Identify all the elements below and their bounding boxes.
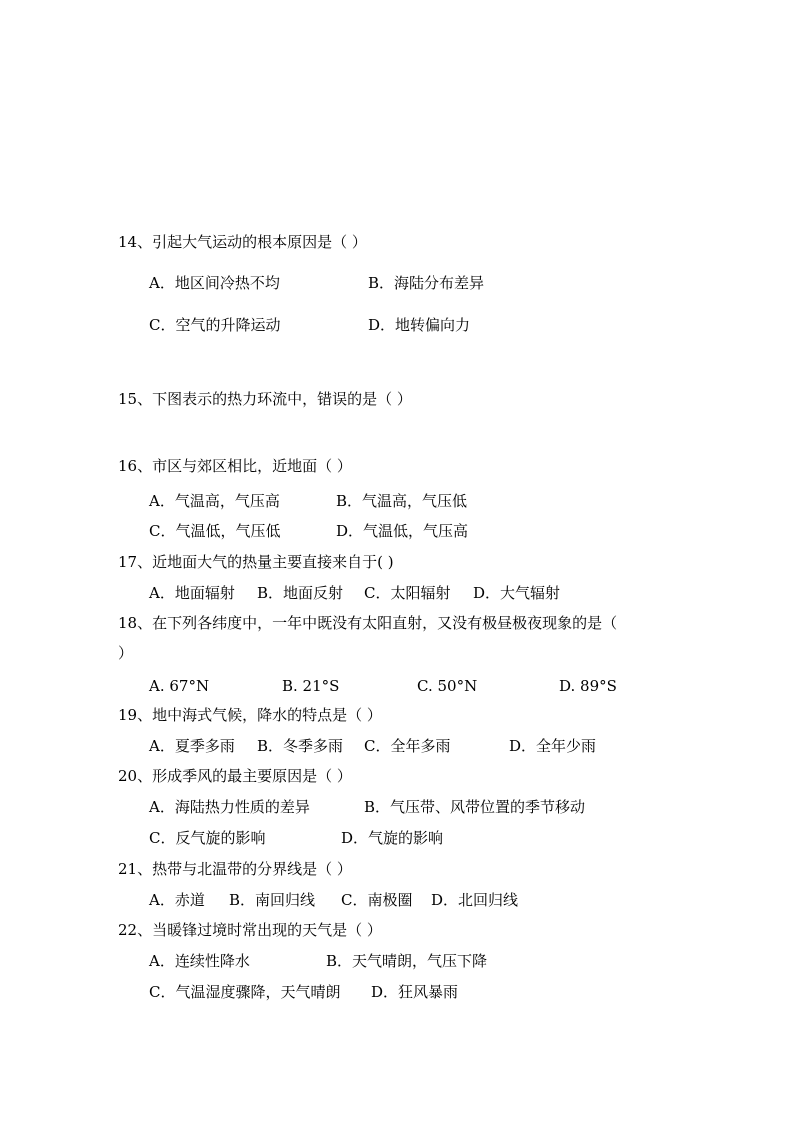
question-stem: 20、形成季风的最主要原因是（ ） xyxy=(118,767,352,785)
option-a: A．地面辐射 xyxy=(149,584,235,602)
option-c: C. 50°N xyxy=(417,677,478,695)
question-stem: 15、下图表示的热力环流中，错误的是（ ） xyxy=(118,390,412,408)
option-a: A．气温高，气压高 xyxy=(149,492,280,510)
option-c: C．气温湿度骤降，天气晴朗 xyxy=(149,983,341,1001)
question-stem: 21、热带与北温带的分界线是（ ） xyxy=(118,860,352,878)
option-d: D．气温低，气压高 xyxy=(336,522,469,540)
option-d: D. 89°S xyxy=(559,677,617,695)
option-d: D．狂风暴雨 xyxy=(371,983,459,1001)
question-stem: 22、当暖锋过境时常出现的天气是（ ） xyxy=(118,921,382,939)
option-c: C．反气旋的影响 xyxy=(149,829,266,847)
question-stem: 14、引起大气运动的根本原因是（ ） xyxy=(118,233,367,251)
option-b: B．气温高，气压低 xyxy=(336,492,468,510)
option-a: A．海陆热力性质的差异 xyxy=(149,798,310,816)
option-a: A．地区间冷热不均 xyxy=(149,274,280,292)
option-c: C．太阳辐射 xyxy=(364,584,451,602)
option-b: B．气压带、风带位置的季节移动 xyxy=(364,798,586,816)
question-stem: 17、近地面大气的热量主要直接来自于( ) xyxy=(118,553,394,571)
option-d: D．全年少雨 xyxy=(509,737,597,755)
option-a: A．赤道 xyxy=(149,891,205,909)
option-a: A. 67°N xyxy=(149,677,210,695)
option-c: C．气温低，气压低 xyxy=(149,522,281,540)
option-d: D．地转偏向力 xyxy=(368,316,471,334)
question-stem: 16、市区与郊区相比，近地面（ ） xyxy=(118,457,352,475)
question-stem-continuation: ） xyxy=(118,644,134,662)
option-d: D．北回归线 xyxy=(431,891,519,909)
option-c: C．空气的升降运动 xyxy=(149,316,281,334)
option-b: B．海陆分布差异 xyxy=(368,274,485,292)
option-b: B．地面反射 xyxy=(257,584,344,602)
option-b: B．天气晴朗，气压下降 xyxy=(326,952,488,970)
option-b: B．冬季多雨 xyxy=(257,737,344,755)
question-stem: 18、在下列各纬度中，一年中既没有太阳直射，又没有极昼极夜现象的是（ xyxy=(118,614,618,632)
option-d: D．大气辐射 xyxy=(473,584,561,602)
option-c: C．全年多雨 xyxy=(364,737,451,755)
option-c: C．南极圈 xyxy=(341,891,413,909)
option-b: B. 21°S xyxy=(282,677,340,695)
option-a: A．夏季多雨 xyxy=(149,737,235,755)
option-b: B．南回归线 xyxy=(229,891,316,909)
option-d: D．气旋的影响 xyxy=(341,829,444,847)
question-stem: 19、地中海式气候，降水的特点是（ ） xyxy=(118,706,382,724)
option-a: A．连续性降水 xyxy=(149,952,250,970)
